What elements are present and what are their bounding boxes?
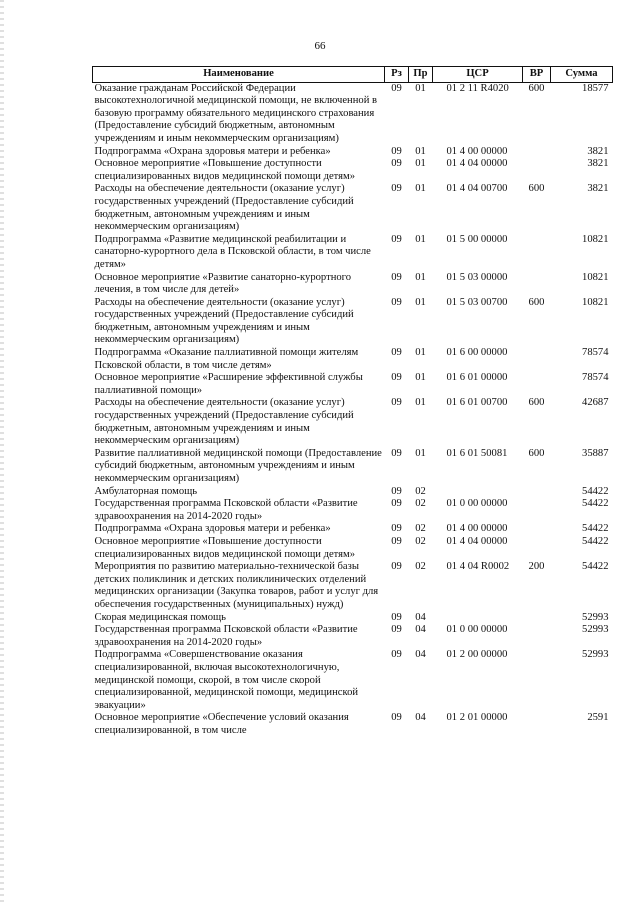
page-number: 66 (314, 40, 326, 52)
cell-rz: 09 (391, 347, 402, 359)
cell-name: Развитие паллиативной медицинской помощи (Предоставление субсидий бюджетным, автономным учреждениям и иным некоммерческим организациям) (94, 447, 382, 484)
cell-rz: 09 (391, 183, 402, 195)
header-sum: Сумма (551, 67, 613, 83)
cell-vr (523, 272, 551, 297)
cell-sum: 3821 (587, 183, 609, 195)
table-row (93, 448, 613, 486)
cell-csr: 01 6 00 00000 (446, 347, 508, 359)
budget-table (92, 66, 613, 737)
cell-sum: 35887 (582, 447, 609, 459)
cell-csr: 01 2 00 00000 (446, 649, 508, 661)
cell-pr: 04 (415, 712, 426, 724)
cell-csr: 01 4 00 00000 (446, 523, 508, 535)
cell-name: Подпрограмма «Охрана здоровья матери и ребенка» (94, 523, 331, 535)
cell-csr (433, 486, 523, 499)
cell-vr (523, 347, 551, 372)
table-row (93, 612, 613, 625)
table-row (93, 372, 613, 397)
cell-pr: 02 (415, 498, 426, 510)
table-row (93, 82, 613, 145)
cell-sum: 18577 (582, 82, 609, 94)
cell-pr: 01 (415, 82, 426, 94)
table-row (93, 397, 613, 447)
cell-sum: 54422 (582, 485, 609, 497)
cell-vr: 200 (528, 561, 545, 573)
cell-pr: 01 (415, 183, 426, 195)
cell-pr: 01 (415, 145, 426, 157)
cell-csr: 01 2 11 R4020 (446, 82, 509, 94)
cell-csr: 01 5 00 00000 (446, 233, 508, 245)
cell-vr: 600 (528, 296, 545, 308)
table-row (93, 536, 613, 561)
cell-rz: 09 (391, 498, 402, 510)
cell-csr: 01 4 00 00000 (446, 145, 508, 157)
cell-csr: 01 5 03 00000 (446, 271, 508, 283)
cell-rz: 09 (391, 447, 402, 459)
cell-csr: 01 0 00 00000 (446, 624, 508, 636)
cell-rz: 09 (391, 397, 402, 409)
cell-sum: 52993 (582, 649, 609, 661)
table-row (93, 347, 613, 372)
cell-sum: 78574 (582, 372, 609, 384)
cell-name: Расходы на обеспечение деятельности (оказание услуг) государственных учреждений (Предоставление субсидий бюджетным, автономным учреждениям и иным некоммерческим организациям) (94, 183, 354, 233)
cell-sum: 10821 (582, 233, 609, 245)
cell-csr: 01 6 01 00000 (446, 372, 508, 384)
cell-name: Амбулаторная помощь (94, 485, 198, 497)
cell-name: Оказание гражданам Российской Федерации высокотехнологичной медицинской помощи, не включенной в базовую программу обязательного медицинского страхования (Предоставление субсидий бюджетным, автономным учреждениям и иным некоммерческим организациям) (94, 82, 378, 144)
table-row (93, 561, 613, 611)
cell-name: Подпрограмма «Оказание паллиативной помощи жителям Псковской области, в том числе детям» (94, 347, 359, 371)
cell-csr: 01 6 01 50081 (446, 447, 508, 459)
cell-pr: 01 (415, 372, 426, 384)
cell-sum: 52993 (582, 611, 609, 623)
cell-pr: 01 (415, 347, 426, 359)
cell-csr (433, 612, 523, 625)
cell-csr: 01 2 01 00000 (446, 712, 508, 724)
cell-sum: 2591 (587, 712, 609, 724)
cell-vr: 600 (528, 447, 545, 459)
cell-pr: 01 (415, 447, 426, 459)
cell-vr: 600 (528, 397, 545, 409)
cell-pr: 02 (415, 535, 426, 547)
cell-vr (523, 372, 551, 397)
cell-pr: 04 (415, 649, 426, 661)
cell-rz: 09 (391, 624, 402, 636)
table-row (93, 183, 613, 233)
cell-sum: 3821 (587, 145, 609, 157)
cell-rz: 09 (391, 82, 402, 94)
cell-vr (523, 146, 551, 159)
cell-sum: 52993 (582, 624, 609, 636)
cell-rz: 09 (391, 611, 402, 623)
cell-csr: 01 5 03 00700 (446, 296, 508, 308)
header-csr: ЦСР (433, 67, 523, 83)
cell-pr: 01 (415, 296, 426, 308)
header-vr: ВР (523, 67, 551, 83)
cell-pr: 02 (415, 561, 426, 573)
cell-pr: 01 (415, 158, 426, 170)
cell-pr: 01 (415, 397, 426, 409)
table-row (93, 712, 613, 737)
table-row (93, 486, 613, 499)
cell-name: Основное мероприятие «Повышение доступности специализированных видов медицинской помощи детям» (94, 535, 356, 560)
table-row (93, 146, 613, 159)
header-name: Наименование (93, 67, 385, 83)
cell-vr (523, 523, 551, 536)
cell-name: Государственная программа Псковской области «Развитие здравоохранения на 2014-2020 годы» (94, 624, 358, 648)
cell-sum: 54422 (582, 561, 609, 573)
table-row (93, 498, 613, 523)
cell-rz: 09 (391, 233, 402, 245)
cell-vr (523, 712, 551, 737)
cell-vr (523, 624, 551, 649)
cell-vr: 600 (528, 183, 545, 195)
cell-pr: 04 (415, 611, 426, 623)
cell-vr (523, 486, 551, 499)
cell-name: Основное мероприятие «Обеспечение условий оказания специализированной, в том числе (94, 712, 349, 736)
cell-sum: 3821 (587, 158, 609, 170)
cell-pr: 01 (415, 233, 426, 245)
cell-sum: 10821 (582, 271, 609, 283)
table-row (93, 523, 613, 536)
cell-sum: 54422 (582, 523, 609, 535)
cell-rz: 09 (391, 372, 402, 384)
cell-sum: 78574 (582, 347, 609, 359)
cell-name: Расходы на обеспечение деятельности (оказание услуг) государственных учреждений (Предоставление субсидий бюджетным, автономным учреждениям и иным некоммерческим организациям) (94, 397, 354, 447)
cell-rz: 09 (391, 271, 402, 283)
header-rz: Рз (385, 67, 409, 83)
table-row (93, 649, 613, 712)
cell-name: Основное мероприятие «Расширение эффективной службы паллиативной помощи» (94, 372, 363, 396)
cell-rz: 09 (391, 712, 402, 724)
cell-pr: 02 (415, 485, 426, 497)
cell-rz: 09 (391, 145, 402, 157)
cell-name: Расходы на обеспечение деятельности (оказание услуг) государственных учреждений (Предоставление субсидий бюджетным, автономным учреждениям и иным некоммерческим организациям) (94, 296, 354, 346)
cell-name: Скорая медицинская помощь (94, 611, 226, 623)
cell-rz: 09 (391, 296, 402, 308)
cell-name: Подпрограмма «Охрана здоровья матери и ребенка» (94, 145, 331, 157)
cell-sum: 54422 (582, 498, 609, 510)
cell-sum: 42687 (582, 397, 609, 409)
cell-vr (523, 536, 551, 561)
cell-name: Основное мероприятие «Повышение доступности специализированных видов медицинской помощи детям» (94, 158, 356, 182)
table-row (93, 158, 613, 183)
cell-vr (523, 498, 551, 523)
cell-name: Подпрограмма «Совершенствование оказания специализированной, включая высокотехнологичную, медицинской помощи, скорой, в том числе скорой специализированной, медицинской помощи, медицинской эвакуации» (94, 649, 359, 711)
table-row (93, 624, 613, 649)
cell-vr (523, 158, 551, 183)
cell-rz: 09 (391, 535, 402, 547)
cell-pr: 02 (415, 523, 426, 535)
cell-rz: 09 (391, 649, 402, 661)
cell-vr: 600 (528, 82, 545, 94)
cell-rz: 09 (391, 485, 402, 497)
header-pr: Пр (409, 67, 433, 83)
cell-csr: 01 0 00 00000 (446, 498, 508, 510)
cell-sum: 10821 (582, 296, 609, 308)
cell-rz: 09 (391, 158, 402, 170)
cell-csr: 01 4 04 00000 (446, 535, 508, 547)
cell-name: Мероприятия по развитию материально-технической базы детских поликлиник и детских поликлинических отделений медицинских организации (Закупка товаров, работ и услуг для обеспечения государственных (муниципальных) нужд) (94, 561, 379, 610)
cell-vr (523, 234, 551, 272)
cell-pr: 01 (415, 271, 426, 283)
cell-sum: 54422 (582, 535, 609, 547)
cell-csr: 01 4 04 R0002 (446, 561, 510, 573)
cell-name: Государственная программа Псковской области «Развитие здравоохранения на 2014-2020 годы» (94, 498, 358, 522)
table-row (93, 272, 613, 297)
table-header-row (93, 67, 613, 83)
table-row (93, 234, 613, 272)
cell-name: Основное мероприятие «Развитие санаторно-курортного лечения, в том числе для детей» (94, 271, 352, 296)
cell-csr: 01 6 01 00700 (446, 397, 508, 409)
cell-name: Подпрограмма «Развитие медицинской реабилитации и санаторно-курортного дела в Псковской области, в том числе детям» (94, 233, 371, 270)
cell-rz: 09 (391, 561, 402, 573)
cell-rz: 09 (391, 523, 402, 535)
cell-csr: 01 4 04 00700 (446, 183, 508, 195)
table-row (93, 297, 613, 347)
cell-pr: 04 (415, 624, 426, 636)
scan-edge (0, 0, 4, 905)
cell-csr: 01 4 04 00000 (446, 158, 508, 170)
cell-vr (523, 649, 551, 712)
cell-vr (523, 612, 551, 625)
